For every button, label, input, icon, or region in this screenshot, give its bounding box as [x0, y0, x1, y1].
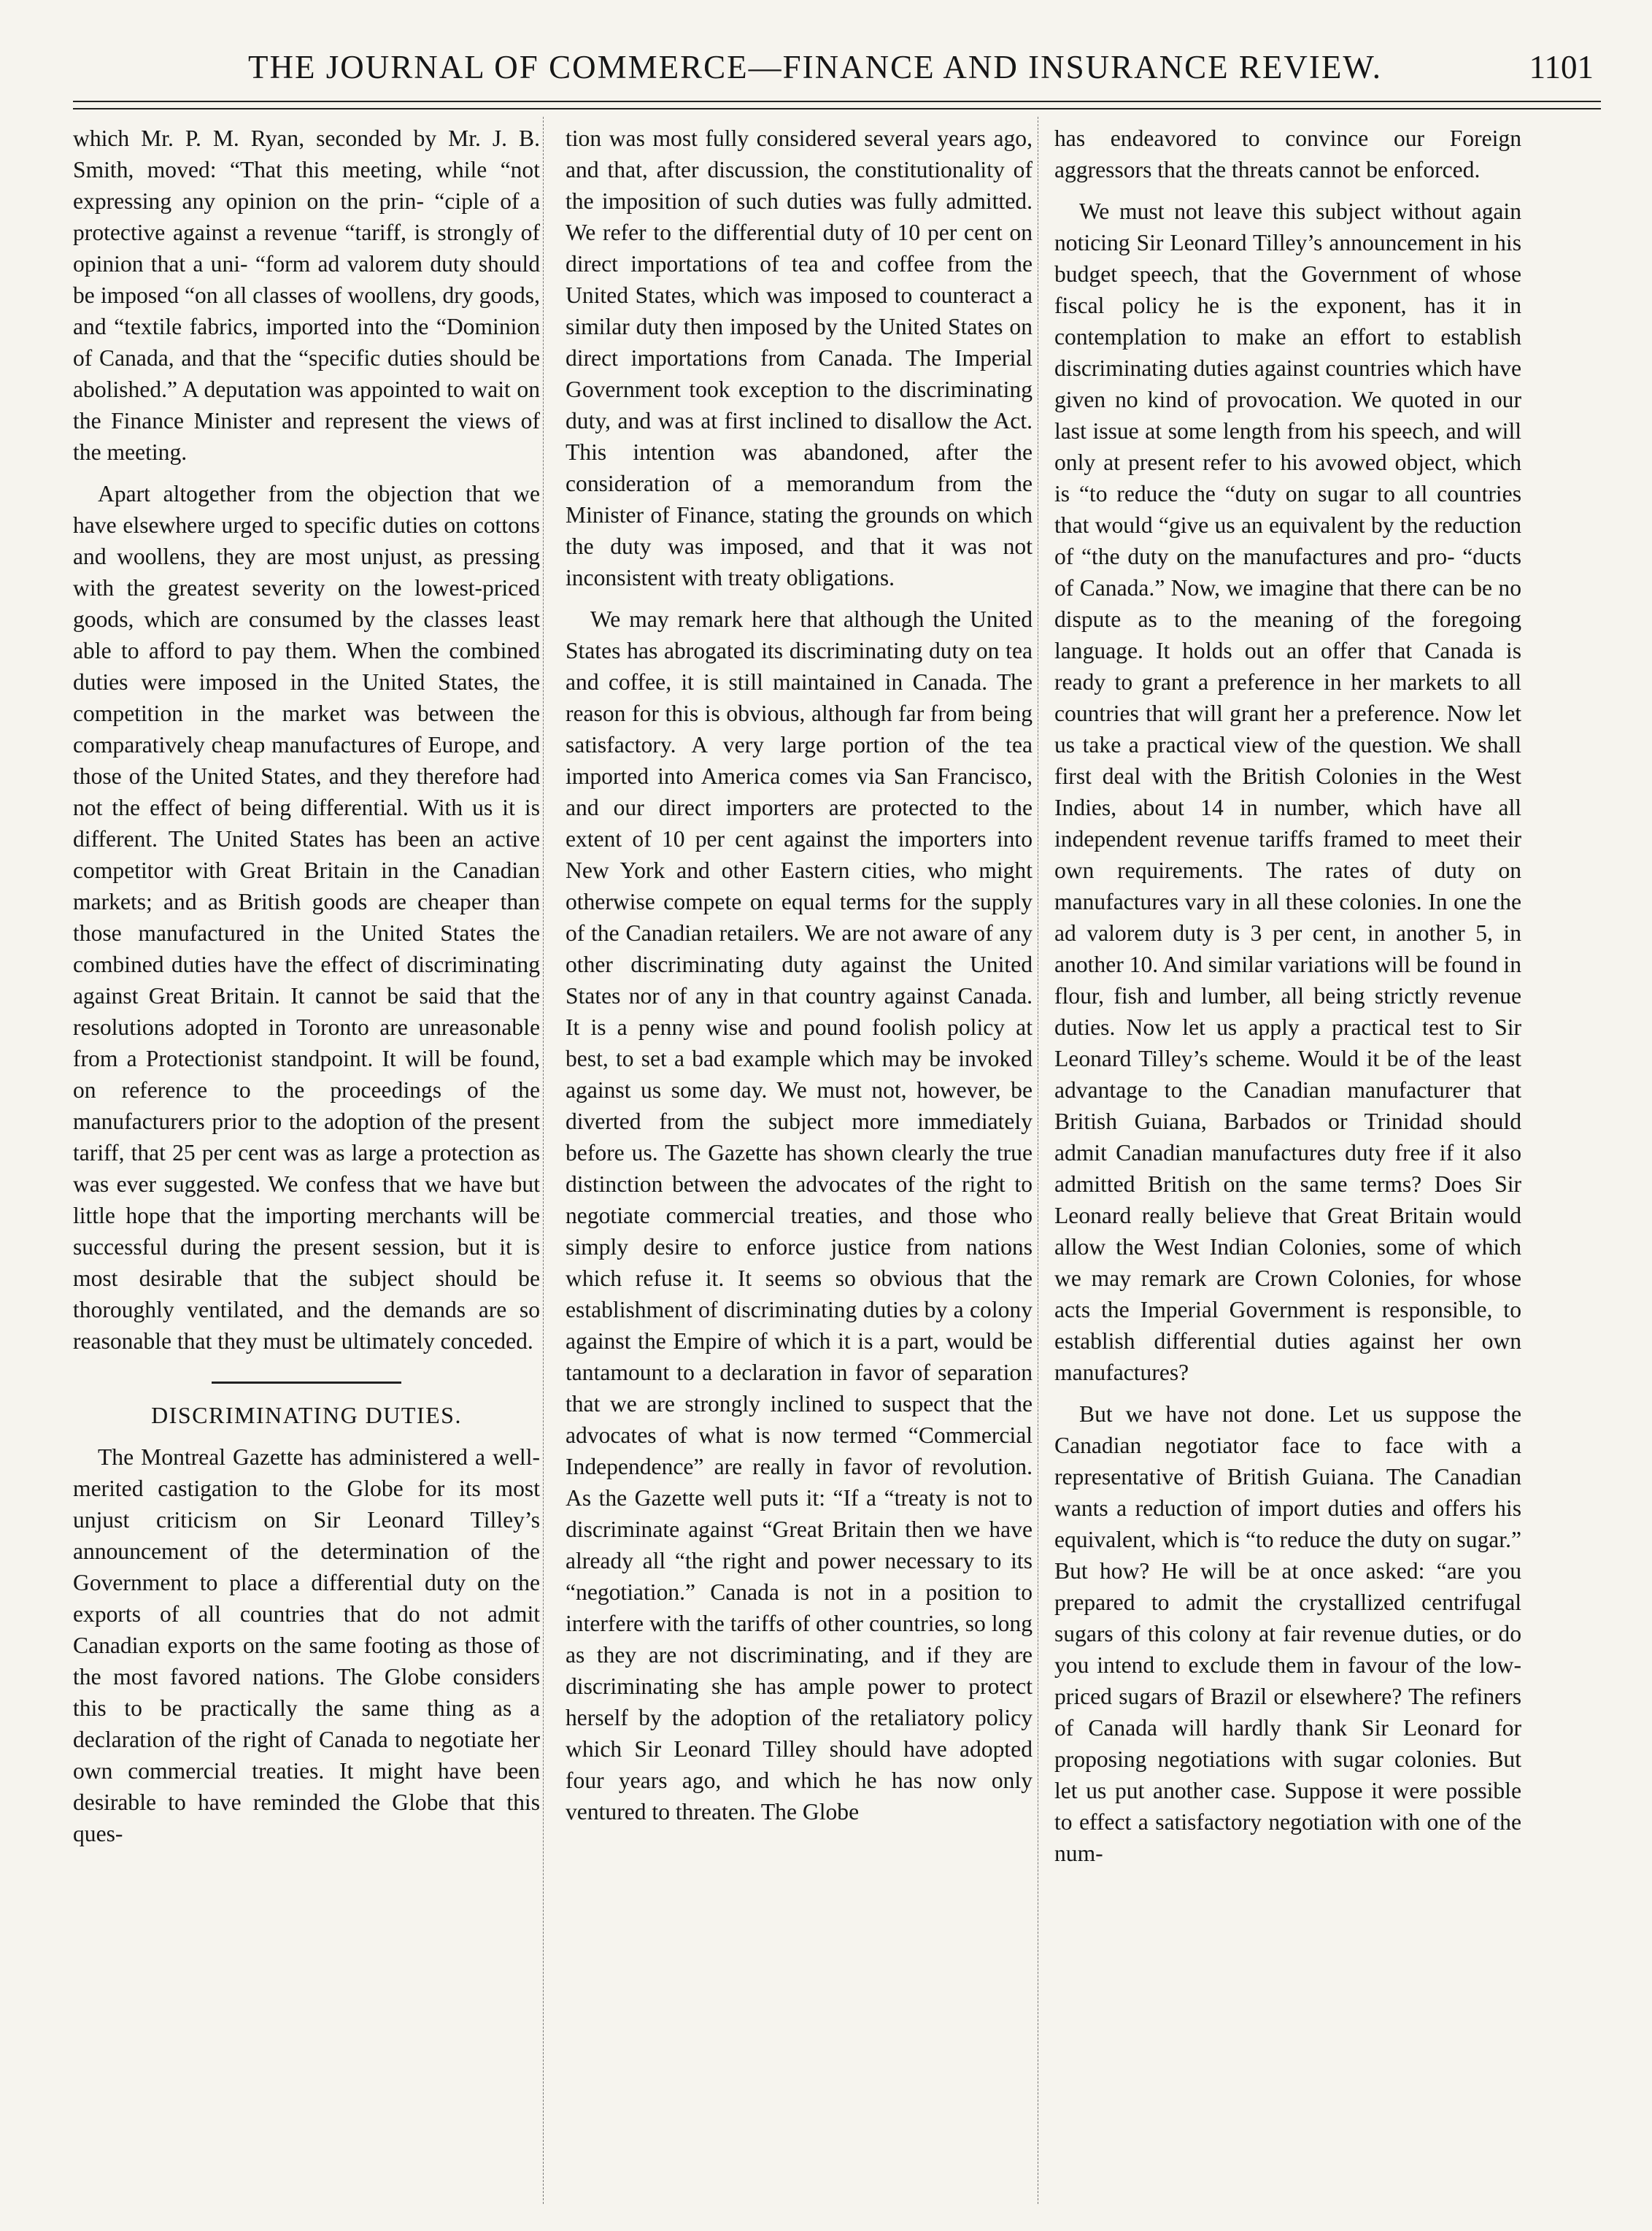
paragraph: The Montreal Gazette has administered a well-merited castigation to the Globe for its most unjust criticism on Sir Leonard Tilley’s announcement of the determination of the Government to place a differential duty on the exports of all countries that do not admit Canadian exports on the same footing as those of the most favored nations. The Globe considers this to be practically the same thing as a declaration of the right of Canada to negotiate her own commercial treaties. It might have been desirable to have reminded the Globe that this ques-: [73, 1444, 540, 1846]
page-header: [66, 38, 1594, 96]
running-title: THE JOURNAL OF COMMERCE—FINANCE AND INSURANCE REVIEW.: [248, 49, 1382, 85]
page-number: 1101: [1529, 49, 1594, 85]
text-column-2: [566, 123, 1032, 1838]
section-divider: [212, 1382, 401, 1384]
paragraph: Apart altogether from the objection that we have elsewhere urged to specific duties on cottons and woollens, they are most unjust, as pressing with the greatest severity on the lowest-priced goods, which are consumed by the classes least able to afford to pay them. When the combined duties were imposed in the United States, the competition in the market was between the comparatively cheap manufactures of Europe, and those of the United States, and they therefore had not the effect of being differential. With us it is different. The United States has been an active competitor with Great Britain in the Canadian markets; and as British goods are cheaper than those manufactured in the United States the combined duties have the effect of discriminating against Great Britain. It cannot be said that the resolutions adopted in Toronto are unreasonable from a Protectionist standpoint. It will be found, on reference to the proceedings of the manufacturers prior to the adoption of the present tariff, that 25 per cent was as large a protection as was ever suggested. We confess that we have but little hope that the importing merchants will be successful during the present session, but it is most desirable that the subject should be thoroughly ventilated, and the demands are so reasonable that they must be ultimately conceded.: [73, 481, 540, 1354]
text-column-1: [73, 123, 540, 1860]
column-rule: [543, 117, 544, 2204]
text-column-3: [1054, 123, 1521, 1879]
header-rule-top: [73, 101, 1601, 102]
paragraph: tion was most fully considered several years ago, and that, after discussion, the constitutionality of the imposition of such duties was fully admitted. We refer to the differential duty of 10 per cent on direct importations of tea and coffee from the United States, which was imposed to counteract a similar duty then imposed by the United States on direct importations from Canada. The Imperial Government took exception to the discriminating duty, and was at first inclined to disallow the Act. This intention was abandoned, after the consideration of a memorandum from the Minister of Finance, stating the grounds on which the duty was imposed, and that it was not inconsistent with treaty obligations.: [566, 126, 1032, 590]
header-rule-bottom: [73, 108, 1601, 109]
paragraph: which Mr. P. M. Ryan, seconded by Mr. J. B. Smith, moved: “That this meeting, while “not expressing any opinion on the prin- “ciple of a protective against a revenue “tariff, is strongly of opinion that a uni- “form ad valorem duty should be imposed “on all classes of woollens, dry goods, and “textile fabrics, imported into the “Dominion of Canada, and that the “specific duties should be abolished.” A deputation was appointed to wait on the Finance Minister and represent the views of the meeting.: [73, 126, 540, 465]
section-heading: DISCRIMINATING DUTIES.: [151, 1402, 462, 1428]
paragraph: But we have not done. Let us suppose the Canadian negotiator face to face with a representative of British Guiana. The Canadian wants a reduction of import duties and offers his equivalent, which is “to reduce the duty on sugar.” But how? He will be at once asked: “are you prepared to admit the crystallized centrifugal sugars of this colony at fair revenue duties, or do you intend to exclude them in favour of the low-priced sugars of Brazil or elsewhere? The refiners of Canada will hardly thank Sir Leonard for proposing negotiations with sugar colonies. But let us put another case. Suppose it were possible to effect a satisfactory negotiation with one of the num-: [1054, 1401, 1521, 1866]
paragraph: We may remark here that although the United States has abrogated its discriminating duty on tea and coffee, it is still maintained in Canada. The reason for this is obvious, although far from being satisfactory. A very large portion of the tea imported into America comes via San Francisco, and our direct importers are protected to the extent of 10 per cent against the importers into New York and other Eastern cities, who might otherwise compete on equal terms for the supply of the Canadian retailers. We are not aware of any other discriminating duty against the United States nor of any in that country against Canada. It is a penny wise and pound foolish policy at best, to set a bad example which may be invoked against us some day. We must not, however, be diverted from the subject more immediately before us. The Gazette has shown clearly the true distinction between the advocates of the right to negotiate commercial treaties, and those who simply desire to enforce justice from nations which refuse it. It seems so obvious that the establishment of discriminating duties by a colony against the Empire of which it is a part, would be tantamount to a declaration in favor of separation that we are strongly inclined to suspect that the advocates of what is now termed “Commercial Independence” are really in favor of revolution. As the Gazette well puts it: “If a “treaty is not to discriminate against “Great Britain then we have already all “the right and power necessary to its “negotiation.” Canada is not in a position to interfere with the tariffs of other countries, so long as they are not discriminating, and if they are discriminating she has ample power to protect herself by the adoption of the retaliatory policy which Sir Leonard Tilley should have adopted four years ago, and which he has now only ventured to threaten. The Globe: [566, 606, 1032, 1825]
paragraph: We must not leave this subject without again noticing Sir Leonard Tilley’s announcement in his budget speech, that the Government of whose fiscal policy he is the exponent, has it in contemplation to make an effort to establish discriminating duties against countries which have given no kind of provocation. We quoted in our last issue at some length from his speech, and will only at present refer to his avowed object, which is “to reduce the “duty on sugar to all countries that would “give us an equivalent by the reduction of “the duty on the manufactures and pro- “ducts of Canada.” Now, we imagine that there can be no dispute as to the meaning of the foregoing language. It holds out an offer that Canada is ready to grant a preference in her markets to all countries that will grant her a preference. Now let us take a practical view of the question. We shall first deal with the British Colonies in the West Indies, about 14 in number, which have all independent revenue tariffs framed to meet their own requirements. The rates of duty on manufactures vary in all these colonies. In one the ad valorem duty is 3 per cent, in another 5, in another 10. And similar variations will be found in flour, fish and lumber, all being strictly revenue duties. Now let us apply a practical test to Sir Leonard Tilley’s scheme. Would it be of the least advantage to the Canadian manufacturer that British Guiana, Barbados or Trinidad should admit Canadian manufactures duty free if it also admitted British on the same terms? Does Sir Leonard really believe that Great Britain would allow the West Indian Colonies, some of which we may remark are Crown Colonies, for whose acts the Imperial Government is responsible, to establish differential duties against her own manufactures?: [1054, 199, 1521, 1385]
paragraph: has endeavored to convince our Foreign aggressors that the threats cannot be enforced.: [1054, 126, 1521, 182]
